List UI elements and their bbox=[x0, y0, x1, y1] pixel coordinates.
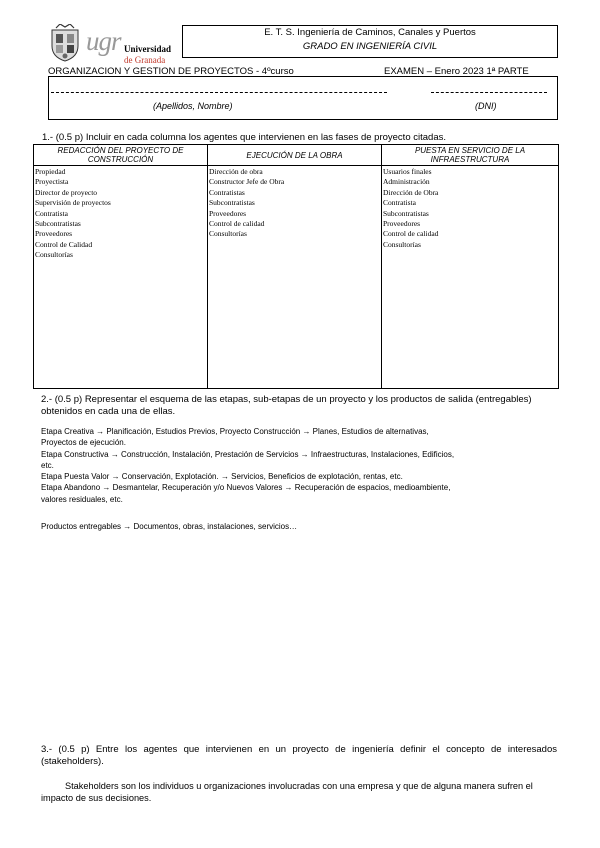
question-3-answer bbox=[41, 780, 561, 804]
table-column-redaccion bbox=[34, 145, 208, 388]
list-item: Contratista bbox=[35, 208, 68, 218]
ugr-logo-mark: ugr bbox=[86, 26, 121, 56]
list-item: Control de Calidad bbox=[35, 239, 93, 249]
column-items bbox=[382, 166, 558, 250]
question-2-answer bbox=[41, 426, 557, 505]
dni-line[interactable] bbox=[431, 92, 547, 93]
list-item: Usuarios finales bbox=[383, 167, 432, 176]
list-item: Dirección de Obra bbox=[383, 187, 439, 197]
question-3-prompt: 3.- (0.5 p) Entre los agentes que intervienen en un proyecto de ingeniería definir el concepto de interesados (stakeholders). bbox=[41, 744, 557, 767]
list-item: Propiedad bbox=[35, 167, 66, 176]
answer-line: Etapa Abandono → Desmantelar, Recuperación y/o Nuevos Valores → Recuperación de espacios, medioambiente, bbox=[41, 483, 451, 493]
name-line[interactable] bbox=[51, 92, 387, 93]
list-item: Consultorías bbox=[209, 229, 247, 239]
table-column-puesta-en-servicio bbox=[382, 145, 558, 388]
column-items bbox=[34, 166, 207, 261]
list-item: Proveedores bbox=[209, 208, 247, 218]
university-name: Universidad bbox=[124, 44, 172, 54]
answer-line: Etapa Puesta Valor → Conservación, Explotación. → Servicios, Beneficios de explotación, rentas, etc. bbox=[41, 472, 403, 482]
name-label: (Apellidos, Nombre) bbox=[153, 101, 233, 111]
list-item: Consultorías bbox=[383, 239, 421, 249]
question-1-table bbox=[33, 144, 559, 389]
course-title: ORGANIZACION Y GESTION DE PROYECTOS - 4ºcurso bbox=[48, 66, 294, 77]
question-1-prompt: 1.- (0.5 p) Incluir en cada columna los agentes que intervienen en las fases de proyecto citadas. bbox=[42, 132, 446, 143]
list-item: Dirección de obra bbox=[209, 167, 263, 176]
answer-line: etc. bbox=[41, 460, 54, 470]
granada-crest-icon bbox=[48, 24, 82, 62]
list-item: Director de proyecto bbox=[35, 187, 98, 197]
school-header-box bbox=[182, 25, 558, 58]
answer-line: Proyectos de ejecución. bbox=[41, 438, 126, 448]
degree-name: GRADO EN INGENIERÍA CIVIL bbox=[302, 41, 438, 52]
list-item: Control de calidad bbox=[383, 229, 439, 239]
column-items bbox=[208, 166, 381, 240]
column-header: EJECUCIÓN DE LA OBRA bbox=[208, 145, 381, 166]
exam-title: EXAMEN – Enero 2023 1ª PARTE bbox=[384, 66, 529, 77]
list-item: Consultorías bbox=[35, 250, 73, 260]
answer-line: Etapa Constructiva → Construcción, Instalación, Prestación de Servicios → Infraestructuras, Instalaciones, Edificios, bbox=[41, 449, 455, 459]
column-header: PUESTA EN SERVICIO DE LA INFRAESTRUCTURA bbox=[382, 145, 558, 166]
list-item: Proveedores bbox=[35, 229, 73, 239]
deliverables-line: Productos entregables → Documentos, obras, instalaciones, servicios… bbox=[41, 522, 298, 531]
dni-label: (DNI) bbox=[475, 101, 497, 111]
list-item: Supervisión de proyectos bbox=[35, 198, 111, 208]
answer-text: Stakeholders son los individuos u organizaciones involucradas con una empresa y que de alguna manera sufren el impacto de sus decisiones. bbox=[41, 781, 533, 803]
school-name: E. T. S. Ingeniería de Caminos, Canales y Puertos bbox=[264, 27, 476, 38]
list-item: Subcontratistas bbox=[383, 208, 429, 218]
list-item: Contratista bbox=[383, 198, 416, 208]
list-item: Administración bbox=[383, 177, 430, 187]
list-item: Constructor Jefe de Obra bbox=[209, 177, 285, 187]
answer-line: Etapa Creativa → Planificación, Estudios Previos, Proyecto Construcción → Planes, Estudios de alternativas, bbox=[41, 427, 429, 436]
university-city: de Granada bbox=[124, 55, 166, 65]
university-logo bbox=[48, 24, 178, 66]
list-item: Control de calidad bbox=[209, 219, 265, 229]
list-item: Contratistas bbox=[209, 187, 245, 197]
list-item: Subcontratistas bbox=[35, 219, 81, 229]
list-item: Proyectista bbox=[35, 177, 69, 187]
answer-line: valores residuales, etc. bbox=[41, 494, 123, 504]
list-item: Proveedores bbox=[383, 219, 421, 229]
table-column-ejecucion bbox=[208, 145, 382, 388]
student-identification-box bbox=[48, 76, 558, 120]
column-header: REDACCIÓN DEL PROYECTO DE CONSTRUCCIÓN bbox=[34, 145, 207, 166]
list-item: Subcontratistas bbox=[209, 198, 255, 208]
question-2-prompt: 2.- (0.5 p) Representar el esquema de las etapas, sub-etapas de un proyecto y los productos de salida (entregables) obtenidos en cada una de ellas. bbox=[41, 394, 532, 417]
